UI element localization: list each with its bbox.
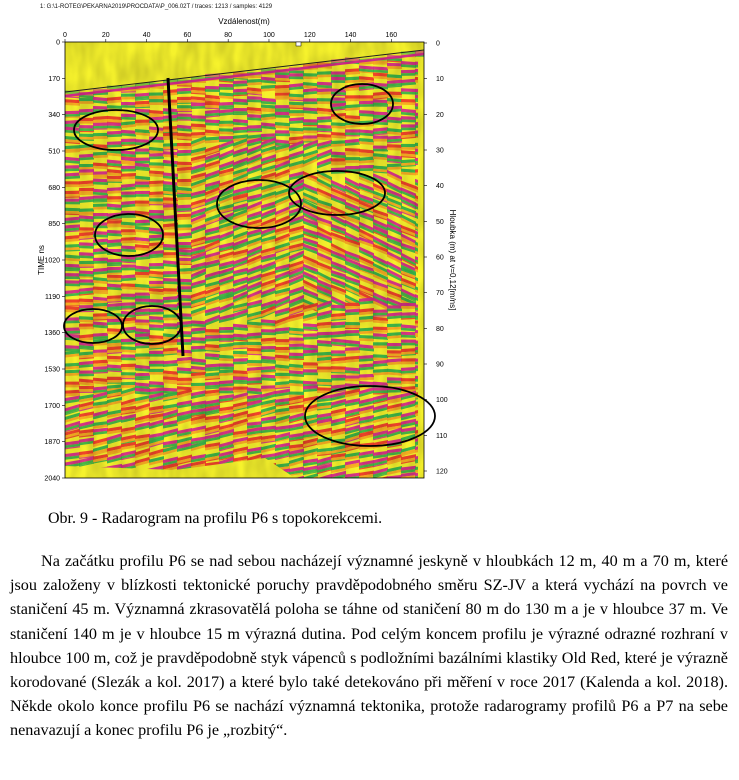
left-tick-label: 1870 (44, 439, 60, 447)
left-tick-label: 0 (56, 39, 60, 47)
right-tick-label: 50 (436, 218, 444, 226)
caption-text: Radarogram na profilu P6 s topokorekcemi. (97, 510, 383, 527)
right-tick-label: 60 (436, 254, 444, 262)
top-tick-label: 80 (224, 32, 233, 39)
top-tick-label: 100 (263, 32, 275, 39)
right-tick-label: 80 (436, 325, 444, 333)
left-tick-label: 2040 (44, 475, 60, 483)
left-tick-label: 1020 (44, 257, 60, 265)
left-tick-label: 850 (48, 221, 60, 229)
top-marker (296, 42, 301, 46)
right-axis-ticks (424, 41, 448, 476)
top-tick-label: 140 (344, 32, 357, 39)
left-tick-label: 170 (48, 75, 60, 83)
right-axis-title: Hloubka (m) at v=0,12[m/ns] (448, 209, 457, 311)
left-tick-label: 510 (48, 148, 60, 156)
left-tick-label: 680 (48, 184, 60, 192)
top-axis-ticks (63, 32, 397, 42)
right-tick-label: 0 (436, 40, 440, 48)
top-tick-label: 60 (183, 32, 192, 39)
right-tick-label: 110 (436, 432, 448, 440)
right-tick-label: 120 (436, 468, 448, 476)
top-tick-label: 20 (101, 32, 110, 39)
right-tick-label: 90 (436, 361, 444, 369)
right-tick-label: 70 (436, 290, 444, 298)
right-tick-label: 30 (436, 147, 444, 155)
figure-header: 1: G:\1-ROTEG\PEKARNA2019\PROCDATA\P_006.02T / traces: 1213 / samples: 4129 (40, 4, 273, 10)
left-axis-ticks (44, 40, 65, 483)
top-tick-label: 160 (385, 32, 398, 39)
figure-caption (48, 510, 382, 528)
right-tick-label: 10 (436, 76, 444, 84)
right-tick-label: 40 (436, 183, 444, 191)
left-tick-label: 1360 (44, 330, 60, 338)
left-tick-label: 1530 (44, 366, 60, 374)
right-tick-label: 20 (436, 111, 444, 119)
left-tick-label: 340 (48, 112, 60, 120)
left-tick-label: 1700 (44, 402, 60, 410)
left-axis-title: TIME ns (37, 245, 46, 275)
caption-label: Obr. 9 - (48, 510, 98, 527)
top-tick-label: 40 (142, 32, 151, 39)
left-tick-label: 1190 (44, 293, 60, 301)
top-axis-title: Vzdálenost(m) (218, 17, 270, 26)
right-tick-label: 100 (436, 397, 448, 405)
top-tick-label: 120 (303, 32, 316, 39)
top-tick-label: 0 (63, 32, 67, 39)
body-paragraph: Na začátku profilu P6 se nad sebou nacházejí významné jeskyně v hloubkách 12 m, 40 m a 70 m, které jsou založeny v blízkosti tektonické poruchy pravděpodobného směru SZ-JV a která vychází na povrch ve staničení 45 m. Významná zkrasovatělá poloha se táhne od staničení 80 m do 130 m a je v hloubce 37 m. Ve staničení 140 m je v hloubce 15 m výrazná dutina. Pod celým koncem profilu je výrazné odrazné rozhraní v hloubce 100 m, což je pravděpodobně styk vápenců s podložními bazálními klastiky Old Red, které je výrazně korodované (Slezák a kol. 2017) a které bylo také detekováno při měření v roce 2017 (Kalenda a kol. 2018). Někde okolo konce profilu P6 se nachází významná tektonika, protože radarogramy profilů P6 a P7 na sebe nenavazují a konec profilu P6 je „rozbitý“. (10, 552, 728, 740)
